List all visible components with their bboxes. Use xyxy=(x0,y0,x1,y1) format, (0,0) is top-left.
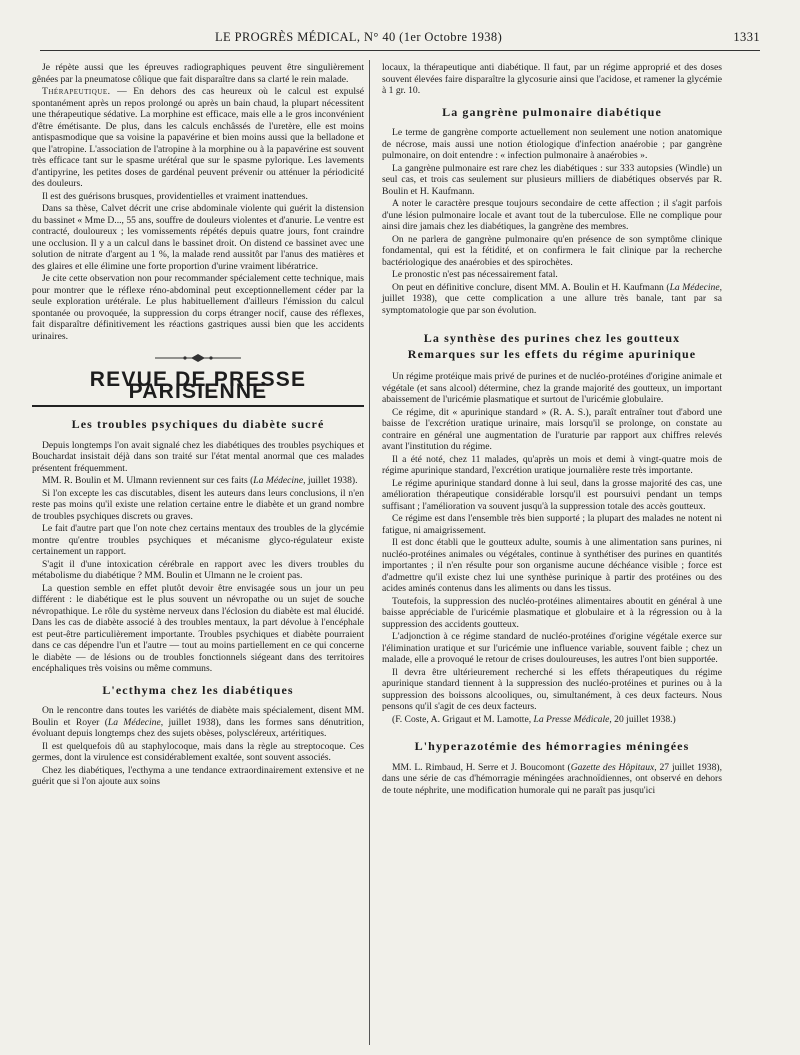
text: MM. R. Boulin et M. Ulmann reviennent sur ces faits ( xyxy=(42,475,254,486)
text: , juillet 1938), dans les formes sans dénutrition, évoluant depuis longtemps chez des sujets obèses, polyscléreux, artéritiques. xyxy=(32,716,364,739)
journal-name: Gazette des Hôpitaux xyxy=(570,761,655,773)
text: , juillet 1938). xyxy=(303,475,358,486)
ornament-divider xyxy=(32,352,364,364)
header-rule xyxy=(40,50,760,51)
paragraph: Il devra être ultérieurement recherché si les effets thérapeutiques du régime apurinique standard tiennent à la suppression des nucléo-protéines et purines ou à la suppression des boissons alcooliques, ou, simultanément, à ces deux facteurs. Nous pensons qu'il s'agit de ces deux facteurs. xyxy=(382,666,722,712)
paragraph: Si l'on excepte les cas discutables, disent les auteurs dans leurs conclusions, il n'en reste pas moins qu'il existe une relation certaine entre le diabète et un grand nombre de troubles psychiques discrets ou graves. xyxy=(32,487,364,522)
paragraph: On ne parlera de gangrène pulmonaire qu'en présence de son symptôme clinique fondamental, qui est la fétidité, et on confirmera le fait clinique par la recherche bactériologique des anaérobies et des spirochètes. xyxy=(382,233,722,268)
article-heading xyxy=(382,330,722,362)
section-title: REVUE DE PRESSE PARISIENNE xyxy=(32,374,364,407)
paragraph: S'agit il d'une intoxication cérébrale en rapport avec les divers troubles du métabolisme du diabétique ? MM. Boulin et Ulmann ne le croient pas. xyxy=(32,558,364,581)
paragraph: Le régime apurinique standard donne à lui seul, dans la grosse majorité des cas, une amélioration thérapeutique considérable lorsqu'il est poursuivi pendant un temps suffisant ; l'amélioration va souvent jusqu'à la suppression totale des accès goutteux. xyxy=(382,477,722,512)
paragraph: Toutefois, la suppression des nucléo-protéines alimentaires aboutit en général à une baisse appréciable de l'uricémie plasmatique et globulaire et à la régression ou à la suppression des accidents goutteux. xyxy=(382,595,722,630)
paragraph xyxy=(32,86,364,190)
text: , 27 juillet 1938), dans une série de cas d'hémorragie méningées arachnoïdiennes, ont observé en dehors de toute néphrite, une modification humorale qui ne paraît pas jusqu'ici xyxy=(382,761,722,796)
section-label: Thérapeutique. xyxy=(42,86,111,97)
column-divider xyxy=(369,60,370,1045)
reference xyxy=(382,714,722,726)
paragraph: Il est des guérisons brusques, providentielles et vraiment inattendues. xyxy=(42,190,308,202)
paragraph: L'adjonction à ce régime standard de nucléo-protéines d'origine végétale exerce sur l'élimination uratique et sur l'uricémie une influence variable, souvent faible ; chez un malade, elle a provoqué le retour de crises douloureuses, les autres l'ont bien supportée. xyxy=(382,631,722,665)
paragraph: Ce régime est dans l'ensemble très bien supporté ; la plupart des malades ne notent ni fatigue, ni amaigrissement. xyxy=(382,513,722,536)
paragraph: Il est quelquefois dû au staphylocoque, mais dans la règle au streptocoque. Ces germes, dont la virulence est considérablement exaltée, sont souvent associés. xyxy=(32,740,364,763)
paragraph: Je répète aussi que les épreuves radiographiques peuvent être singulièrement gênées par la pneumatose côlique que fait disparaître dans sa clarté le rein malade. xyxy=(32,62,364,85)
text: MM. L. Rimbaud, H. Serre et J. Boucomont ( xyxy=(392,761,571,773)
paragraph: Le fait d'autre part que l'on note chez certains mentaux des troubles de la glycémie montre qu'entre troubles psychiques et mécanisme glyco-régulateur existe certainement un rapport. xyxy=(32,523,364,557)
paragraph: Il est donc établi que le goutteux adulte, soumis à une alimentation sans purines, ni nucléo-protéines animales ou végétales, continue à synthétiser des purines en quantités importantes ; il n'en résulte pour son organisme aucune déchéance visible ; force est d'admettre qu'il existe chez lui une synthèse purinique à partir des protéines ou des acides aminés contenus dans les aliments ou dans les tissus. xyxy=(382,537,722,594)
paragraph: Il a été noté, chez 11 malades, qu'après un mois et demi à vingt-quatre mois de régime apurinique standard, l'excrétion uratique journalière reste très importante. xyxy=(382,453,722,476)
paragraph: La gangrène pulmonaire est rare chez les diabétiques : sur 333 autopsies (Windle) un seul cas, et trois cas seulement sur plusieurs milliers de diabétiques observés par R. Boulin et H. Kaufmann. xyxy=(382,162,722,197)
paragraph: Ce régime, dit « apurinique standard » (R. A. S.), paraît entraîner tout d'abord une baisse de l'excrétion uratique urinaire, mais lorsqu'il se prolonge, on constate au contraire en général une augmentation de l'uraturie par rapport aux chiffres relevés avant l'institution du régime. xyxy=(382,406,722,452)
paragraph: Un régime protéique mais privé de purines et de nucléo-protéines d'origine animale et végétale (et sans alcool) détermine, chez la grande majorité des goutteux, un important abaissement de l'uricémie plasmatique et surtout de l'uricémie globulaire. xyxy=(382,371,722,405)
article-heading: Les troubles psychiques du diabète sucré xyxy=(71,417,325,431)
article-heading: L'hyperazotémie des hémorragies méningées xyxy=(414,739,690,753)
paragraph xyxy=(382,282,722,317)
paragraph: Dans sa thèse, Calvet décrit une crise abdominale violente qui guérit la distension du bassinet « Mme D..., 55 ans, souffre de douleurs violentes et d'anurie. Le ventre est contracté, douloureux ; les vomissements répétés depuis quatre jours, font craindre une occlusion. Il y a un calcul dans le bassinet droit. On distend ce bassinet avec une solution de nitrate d'argent au 1 %, la malade rend aussitôt par l'anus des matières et des glaires et elle élimine une forte proportion d'urine vraiment libératrice. xyxy=(32,203,364,272)
paragraph: Le terme de gangrène comporte actuellement non seulement une notion anatomique de nécrose, mais aussi une notion étiologique d'infection anaérobie ; par gangrène pulmonaire, on doit entendre : « infection pulmonaire à anaérobies ». xyxy=(382,127,722,161)
text: On le rencontre dans toutes les variétés de diabète mais spécialement, disent MM. Boulin et Royer ( xyxy=(32,705,364,728)
paragraph: locaux, la thérapeutique anti diabétique. Il faut, par un régime approprié et des doses souvent élevées faire disparaître la glycosurie ainsi que l'acidose, et ramener la glycémie à 1 gr. 10. xyxy=(382,62,722,96)
paragraph: Je cite cette observation non pour recommander spécialement cette technique, mais pour montrer que le réflexe réno-abdominal peut exceptionnellement céder par la seule exploration urétérale. Le plus habituellement d'ailleurs l'émission du calcul spontanée ou provoquée, la suppression du corps étranger nocif, cause des réflexes, fait disparaître définitivement les réactions gastriques aussi bien que les accidents urinaires. xyxy=(32,273,364,342)
article-heading: L'ecthyma chez les diabétiques xyxy=(102,682,294,697)
journal-name: La Presse Médicale xyxy=(533,713,610,725)
right-column xyxy=(382,62,722,797)
paragraph: Chez les diabétiques, l'ecthyma a une tendance extraordinairement extensive et ne guérit que si l'on ajoute aux soins xyxy=(32,764,364,787)
text: , juillet 1938), que cette complication a une allure très banale, tant par sa symptomatologie que par son évolution. xyxy=(382,281,722,316)
paragraph: Le pronostic n'est pas nécessairement fatal. xyxy=(392,269,558,280)
heading-line: La synthèse des purines chez les goutteux xyxy=(423,331,681,345)
paragraph: La question semble en effet plutôt devoir être envisagée sous un jour un peu différent : le diabétique est le plus souvent un névropathe ou un sujet de souche névropathique. Le rôle du système nerveux dans l'éclosion du diabète est mal élucidé. Dans les cas de diabète associé à des troubles mentaux, la part dévolue à l'encéphale est peut-être particulièrement importante. Troubles psychiques et diabète pourraient dans ce cas dépendre l'un et l'autre — tout au moins partiellement en ce qui concerne le diabète — de lésions ou de troubles fonctionnels siégeant dans des territoires encéphaliques très voisins ou même communs. xyxy=(32,582,364,674)
journal-name: La Médecine xyxy=(253,475,304,486)
journal-name: La Médecine xyxy=(669,281,720,293)
paragraph-text: — En dehors des cas heureux où le calcul est expulsé spontanément après un repos prolongé ou après un bain chaud, la plupart nécessitent une thérapeutique sédative. La morphine est efficace, mais elle a le gros inconvénient d'être émétisante. De plus, dans les calculs enchâssés de l'uretère, elle est moins antispasmodique que sa voisine la papavérine et bien moins aussi que la belladone et que l'atropine. L'association de l'atropine à la morphine ou à la papavérine est souvent très efficace tant sur le spasme urétéral que sur le spasme pylorique. Les lavements d'antipyrine, les petites doses de gardénal peuvent prévenir ou atténuer la périodicité des douleurs. xyxy=(32,86,364,189)
text: (F. Coste, A. Grigaut et M. Lamotte, xyxy=(392,713,534,725)
heading-line: Remarques sur les effets du régime apurinique xyxy=(407,347,697,361)
article-heading: La gangrène pulmonaire diabétique xyxy=(442,104,662,119)
paragraph xyxy=(382,762,722,797)
paragraph: Depuis longtemps l'on avait signalé chez les diabétiques des troubles psychiques et Bouchardat insistait déjà dans son traité sur l'état mental anormal que ces malades présentent fréquemment. xyxy=(32,439,364,474)
text: , 20 juillet 1938.) xyxy=(609,713,676,725)
paragraph xyxy=(32,705,364,740)
running-title: LE PROGRÈS MÉDICAL, N° 40 (1er Octobre 1938) xyxy=(215,30,503,44)
paragraph xyxy=(32,475,364,487)
page-number: 1331 xyxy=(733,30,760,44)
journal-name: La Médecine xyxy=(107,716,161,728)
left-column xyxy=(32,62,364,789)
paragraph: A noter le caractère presque toujours secondaire de cette affection ; il s'agit parfois d'une lésion pulmonaire locale et avant tout de la tuberculose. Elle ne complique pour ainsi dire jamais chez les diabétiques, la gangrène des membres. xyxy=(382,198,722,232)
text: On peut en définitive conclure, disent MM. A. Boulin et H. Kaufmann ( xyxy=(392,281,670,293)
